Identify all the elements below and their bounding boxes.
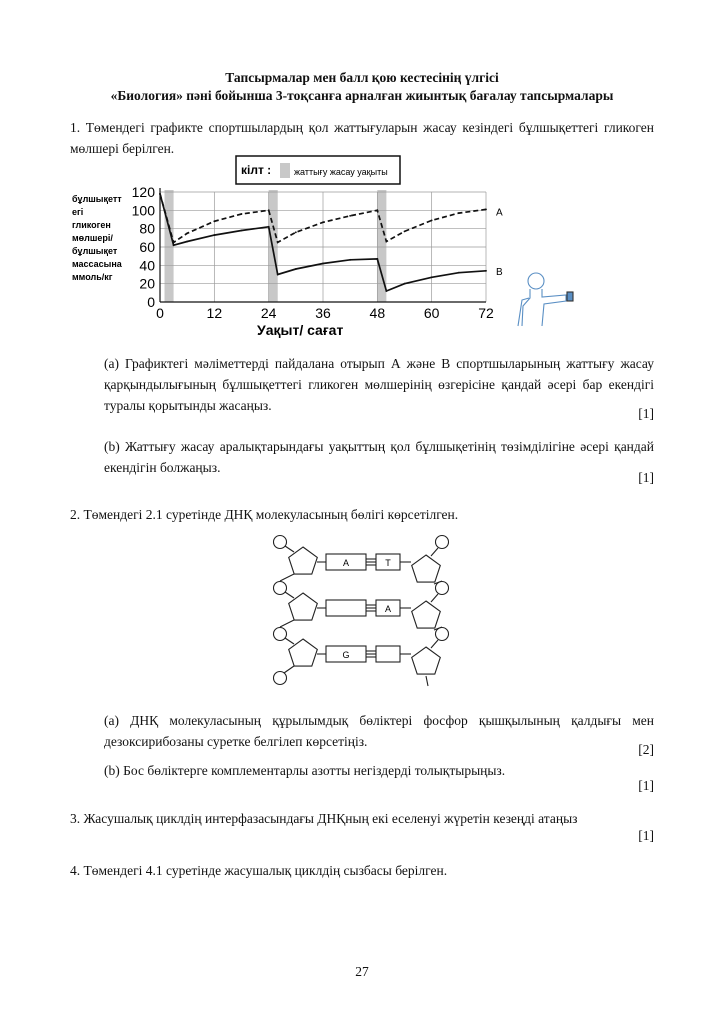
data-point-a <box>376 209 378 211</box>
base-label: G <box>342 650 350 660</box>
x-tick-label: 24 <box>260 305 277 321</box>
data-point-b <box>186 241 188 243</box>
y-tick-label: 0 <box>147 294 155 310</box>
arm-exercise-figure <box>518 273 573 326</box>
glycogen-chart <box>60 150 650 340</box>
base-box <box>326 600 366 616</box>
page-number: 27 <box>355 964 369 979</box>
question-4-text: 4. Төмендегі 4.1 суретінде жасушалық циклдің сызбасы берілген. <box>70 863 448 878</box>
exercise-period-bar <box>165 190 174 302</box>
question-2a-mark: [2] <box>638 742 654 757</box>
data-point-a <box>186 232 188 234</box>
backbone-bond <box>431 594 438 602</box>
x-tick-label: 36 <box>315 305 331 321</box>
x-tick-label: 48 <box>369 305 386 321</box>
question-2b-text: (b) Бос бөліктерге комплементарлы азотты негіздерді толықтырыңыз. <box>104 763 506 778</box>
backbone-bond <box>285 592 294 598</box>
y-axis-label-line: мөлшері/ <box>72 233 113 243</box>
y-tick-label: 100 <box>131 202 155 219</box>
y-axis-label-line: гликоген <box>72 220 111 230</box>
data-point-a <box>268 209 270 211</box>
phosphate-circle <box>274 536 287 549</box>
data-point-a <box>431 220 433 222</box>
base-label: A <box>342 558 350 568</box>
base-box <box>376 646 400 662</box>
chart-key-label: кілт : <box>241 163 272 177</box>
backbone-bond <box>280 574 294 581</box>
chart-key-item: жаттығу жасау уақыты <box>294 167 388 177</box>
phosphate-circle <box>274 628 287 641</box>
data-point-b <box>385 290 387 292</box>
backbone-bond <box>280 620 294 627</box>
data-point-a <box>385 241 387 243</box>
data-point-b <box>213 234 215 236</box>
data-point-a <box>404 231 406 233</box>
backbone-bond <box>426 676 428 686</box>
data-point-b <box>349 259 351 261</box>
y-axis-label-line: ммоль/кг <box>72 272 113 282</box>
y-axis-label <box>72 194 123 282</box>
x-tick-label: 0 <box>156 305 164 321</box>
data-point-b <box>376 258 378 260</box>
y-axis-label-line: массасына <box>72 259 122 269</box>
x-axis-label: Уақыт/ сағат <box>257 322 344 338</box>
dna-fragment-diagram <box>266 530 466 690</box>
y-axis-label-line: егі <box>72 207 84 217</box>
header-title-line2: «Биология» пәні бойынша 3-тоқсанға арналған жиынтық бағалау тапсырмалары <box>110 88 614 103</box>
data-point-b <box>241 230 243 232</box>
backbone-bond <box>285 546 294 552</box>
x-tick-label: 72 <box>478 305 494 321</box>
backbone-bond <box>285 638 294 644</box>
question-3-mark: [1] <box>638 828 654 843</box>
exercise-period-bar <box>269 190 278 302</box>
data-point-b <box>404 283 406 285</box>
base-label: A <box>384 604 392 614</box>
y-axis-label-line: бұлшықет <box>72 246 118 256</box>
series-label-b: B <box>496 266 503 278</box>
data-point-b <box>277 274 279 276</box>
x-tick-label: 60 <box>423 305 440 321</box>
phosphate-circle <box>436 628 449 641</box>
question-1a-mark: [1] <box>638 406 654 421</box>
x-tick-label: 12 <box>206 305 223 321</box>
data-point-b <box>458 272 460 274</box>
question-3-text: 3. Жасушалық циклдің интерфазасындағы ДНҚның екі еселенуі жүретін кезеңді атаңыз <box>70 811 578 826</box>
y-axis-label-line: бұлшықетт <box>72 194 122 204</box>
data-point-b <box>485 270 487 272</box>
data-point-a <box>349 215 351 217</box>
data-point-a <box>322 221 324 223</box>
data-point-a <box>485 209 487 211</box>
base-label: T <box>385 558 391 568</box>
deoxyribose-pentagon <box>412 647 441 674</box>
backbone-bond <box>431 640 438 648</box>
backbone-bond <box>431 548 438 556</box>
question-1-text: 1. Төмендегі графикте спортшылардың қол жаттығуларын жасау кезіндегі бұлшықеттегі гликоген мөлшері берілген. <box>70 120 654 156</box>
data-point-b <box>322 263 324 265</box>
question-1b-mark: [1] <box>638 470 654 485</box>
data-point-a <box>277 242 279 244</box>
data-point-b <box>173 244 175 246</box>
backbone-bond <box>284 666 294 673</box>
data-point-a <box>295 231 297 233</box>
data-point-b <box>431 276 433 278</box>
series-label-a: A <box>496 207 503 219</box>
data-point-b <box>268 226 270 228</box>
data-point-a <box>241 213 243 215</box>
question-2b-mark: [1] <box>638 778 654 793</box>
y-tick-label: 20 <box>139 275 155 292</box>
y-tick-label: 60 <box>139 239 155 255</box>
deoxyribose-pentagon <box>412 555 441 582</box>
y-tick-label: 120 <box>131 184 155 200</box>
y-tick-label: 40 <box>139 257 155 274</box>
y-tick-label: 80 <box>139 220 155 237</box>
phosphate-circle <box>274 582 287 595</box>
phosphate-circle <box>436 582 449 595</box>
phosphate-circle <box>436 536 449 549</box>
chart-plot-area <box>132 184 494 321</box>
question-1a-text: (а) Графиктегі мәліметтерді пайдалана отырып А және В спортшыларының жаттығу жасау қарқындылығының бұлшықеттегі гликоген мөлшерінің өзгерісіне қандай әсері бар екендігі туралы қорытынды жасаңыз. <box>104 356 654 413</box>
data-point-a <box>213 220 215 222</box>
question-2a-text: (а) ДНҚ молекуласының құрылымдық бөліктері фосфор қышқылының қалдығы мен дезоксирибозаны суретке белгілеп көрсетіңіз. <box>104 713 654 749</box>
chart-key-swatch <box>280 163 290 178</box>
deoxyribose-pentagon <box>412 601 441 628</box>
data-point-b <box>295 268 297 270</box>
phosphate-circle <box>274 672 287 685</box>
question-1b-text: (b) Жаттығу жасау аралықтарындағы уақыттың қол бұлшықетінің төзімділігіне әсері қандай екендігін болжаңыз. <box>104 439 654 475</box>
header-title-line1: Тапсырмалар мен балл қою кестесінің үлгісі <box>225 70 499 85</box>
data-point-b <box>159 193 161 195</box>
question-2-text: 2. Төмендегі 2.1 суретінде ДНҚ молекуласының бөлігі көрсетілген. <box>70 507 459 522</box>
data-point-a <box>458 212 460 214</box>
